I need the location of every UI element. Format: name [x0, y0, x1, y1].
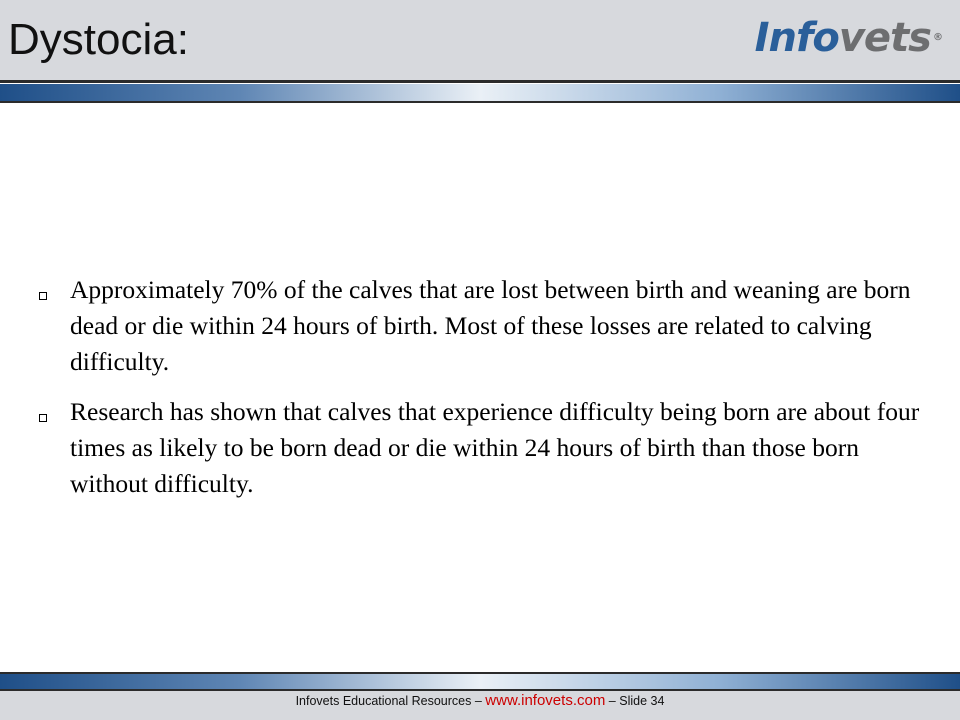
- infovets-logo: [755, 14, 942, 62]
- bullet-item: [36, 394, 936, 502]
- slide-header: [0, 0, 960, 80]
- footer-slide-number: – Slide 34: [605, 694, 665, 708]
- logo-registered-mark: ®: [933, 32, 942, 43]
- bullet-text: Research has shown that calves that experience difficulty being born are about four times as likely to be born dead or die within 24 hours of birth than those born without difficulty.: [70, 397, 920, 498]
- footer-caption: [0, 691, 960, 711]
- slide-content: [36, 272, 936, 516]
- logo-part-info: Info: [754, 15, 839, 61]
- square-bullet-icon: [36, 272, 70, 308]
- header-rule-bottom: [0, 101, 960, 103]
- header-rule-top: [0, 80, 960, 83]
- header-gradient-band: [0, 84, 960, 101]
- footer-prefix: Infovets Educational Resources –: [295, 694, 486, 708]
- footer-website-link[interactable]: www.infovets.com: [485, 692, 606, 709]
- footer-gradient-band: [0, 672, 960, 691]
- bullet-text: Approximately 70% of the calves that are lost between birth and weaning are born dead or die within 24 hours of birth. Most of these losses are related to calving difficulty.: [70, 275, 911, 376]
- square-bullet-icon: [36, 394, 70, 430]
- bullet-item: [36, 272, 936, 380]
- slide-title: Dystocia:: [8, 15, 189, 64]
- logo-part-vets: vets: [838, 15, 931, 61]
